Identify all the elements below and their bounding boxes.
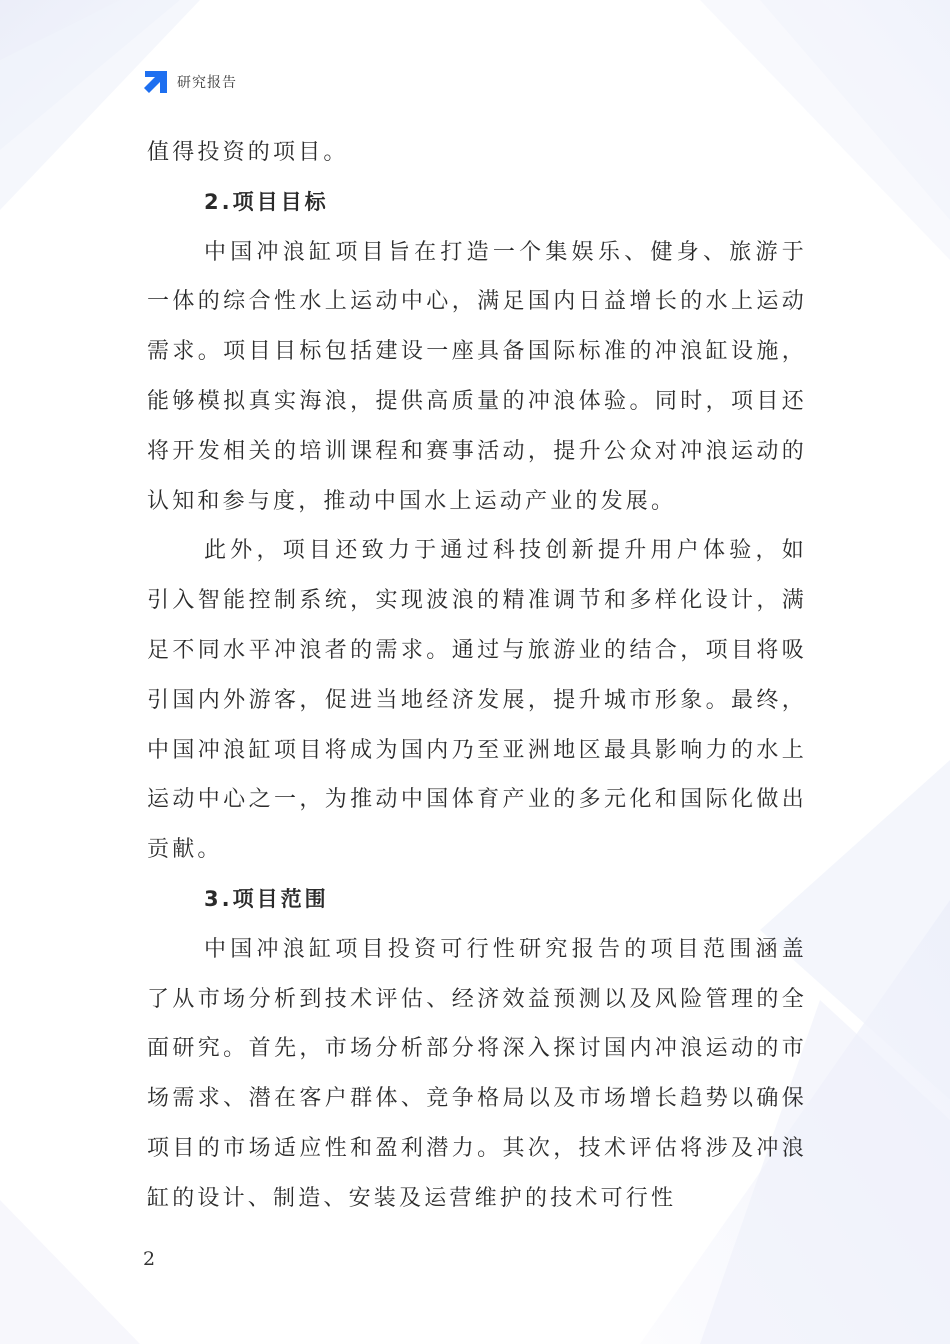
- paragraph-project-goals: 中国冲浪缸项目旨在打造一个集娱乐、健身、旅游于一体的综合性水上运动中心，满足国内日益增长的水上运动需求。项目目标包括建设一座具备国际标准的冲浪缸设施，能够模拟真实海浪，提供高质量的冲浪体验。同时，项目还将开发相关的培训课程和赛事活动，提升公众对冲浪运动的认知和参与度，推动中国水上运动产业的发展。: [147, 239, 807, 514]
- paragraph-project-scope: 中国冲浪缸项目投资可行性研究报告的项目范围涵盖了从市场分析到技术评估、经济效益预测以及风险管理的全面研究。首先，市场分析部分将深入探讨国内冲浪运动的市场需求、潜在客户群体、竞争格局以及市场增长趋势以确保项目的市场适应性和盈利潜力。其次，技术评估将涉及冲浪缸的设计、制造、安装及运营维护的技术可行性: [147, 936, 807, 1211]
- paragraph-continuation: 值得投资的项目。: [147, 140, 349, 165]
- report-header: [143, 68, 237, 96]
- document-body: [147, 128, 807, 1224]
- arrow-up-right-logo-icon: [143, 69, 169, 95]
- section-heading-project-goals: 2.项目目标: [204, 189, 329, 214]
- header-title: 研究报告: [177, 75, 237, 91]
- section-heading-project-scope: 3.项目范围: [204, 886, 329, 911]
- page-number: 2: [143, 1248, 156, 1270]
- paragraph-additional-goals: 此外，项目还致力于通过科技创新提升用户体验，如引入智能控制系统，实现波浪的精准调节和多样化设计，满足不同水平冲浪者的需求。通过与旅游业的结合，项目将吸引国内外游客，促进当地经济发展，提升城市形象。最终，中国冲浪缸项目将成为国内乃至亚洲地区最具影响力的水上运动中心之一，为推动中国体育产业的多元化和国际化做出贡献。: [147, 538, 807, 863]
